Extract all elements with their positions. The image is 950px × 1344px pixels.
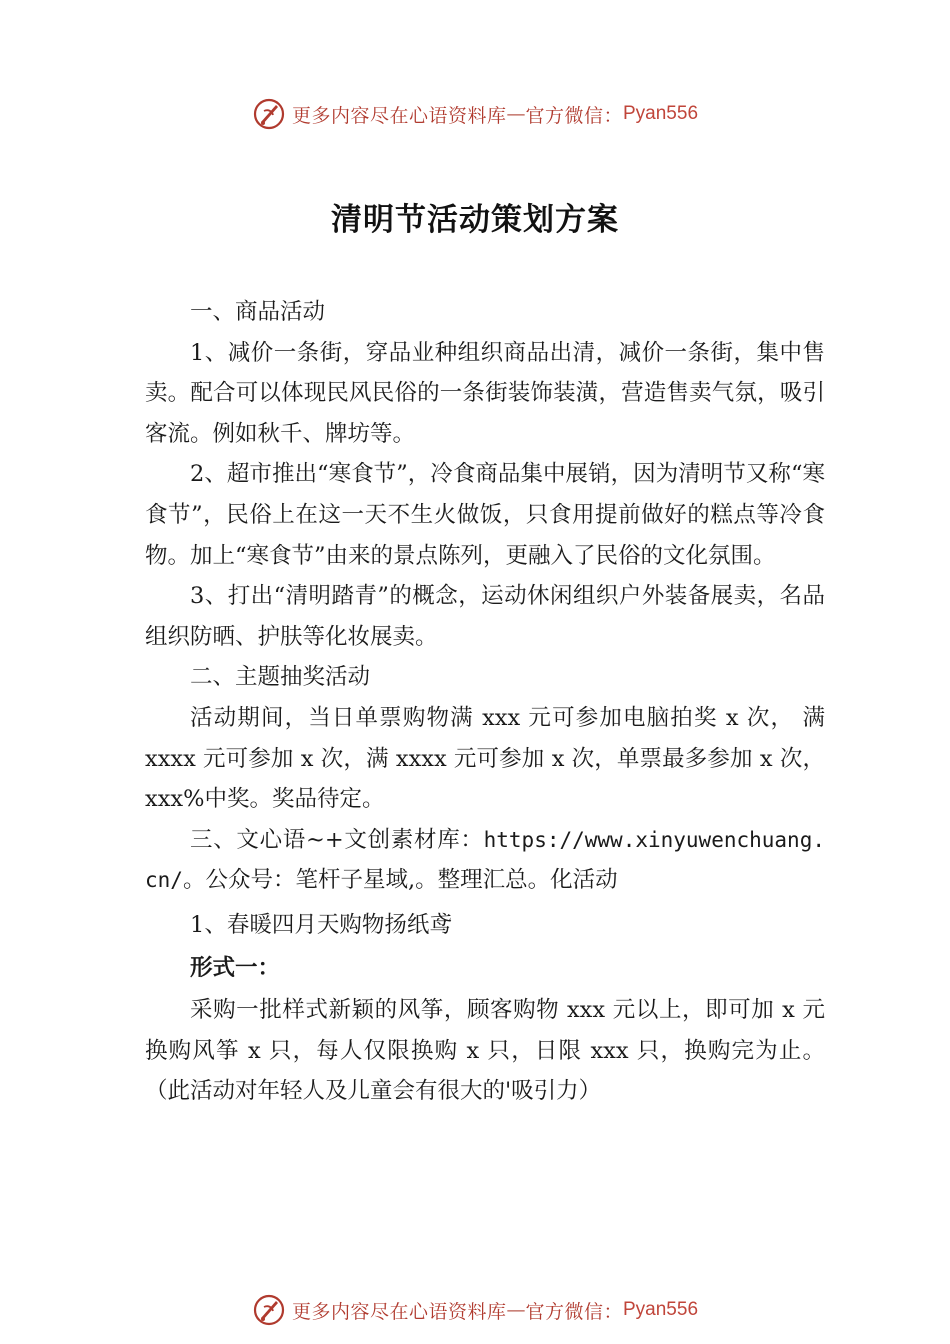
quill-logo-icon — [252, 1293, 286, 1327]
paragraph-lottery: 活动期间，当日单票购物满 xxx 元可参加电脑拍奖 x 次， 满 xxxx 元可参加 x 次，满 xxxx 元可参加 x 次，单票最多参加 x 次，xxx%中奖。奖品待定。 — [145, 704, 825, 813]
document-title: 清明节活动策划方案 — [331, 202, 619, 238]
footer-banner — [0, 1290, 950, 1330]
quill-logo-icon — [252, 97, 286, 131]
section-3-prefix: 三、文心语~+文创素材库： — [190, 826, 484, 853]
banner-contact-handle: Pyan556 — [623, 1299, 699, 1320]
section-heading-2: 二、主题抽奖活动 — [190, 664, 371, 691]
form-label: 形式一： — [190, 954, 281, 981]
section-3-url: https://www.xinyuwenchuang.cn/ — [145, 827, 825, 893]
section-3-suffix: 。公众号：笔杆子星域,。整理汇总。化活动 — [182, 867, 618, 894]
sub-item-1: 1、春暖四月天购物扬纸鸢 — [190, 911, 452, 938]
banner-contact-label: 官方微信： — [525, 104, 623, 127]
paragraph-kite: 采购一批样式新颖的风筝，顾客购物 xxx 元以上，即可加 x 元换购风筝 x 只，每人仅限换购 x 只，日限 xxx 只，换购完为止。（此活动对年轻人及儿童会有很大的'吸引力） — [145, 997, 825, 1105]
banner-separator: — — [506, 103, 526, 125]
banner-contact-label: 官方微信： — [525, 1300, 623, 1323]
header-banner — [0, 94, 950, 134]
banner-contact-handle: Pyan556 — [623, 103, 699, 124]
banner-separator: — — [506, 1299, 526, 1321]
banner-site-text: 更多内容尽在心语资料库 — [291, 104, 507, 127]
paragraph-item-2: 2、超市推出“寒食节”，冷食商品集中展销，因为清明节又称“寒食节”，民俗上在这一天不生火做饭，只食用提前做好的糕点等冷食物。加上“寒食节”由来的景点陈列，更融入了民俗的文化氛围。 — [145, 461, 825, 569]
banner-site-text: 更多内容尽在心语资料库 — [291, 1300, 507, 1323]
section-heading-1: 一、商品活动 — [190, 299, 326, 325]
paragraph-section-3 — [145, 820, 825, 901]
paragraph-item-1: 1、减价一条街，穿品业种组织商品出清，减价一条街，集中售卖。配合可以体现民风民俗的一条街装饰装潢，营造售卖气氛，吸引客流。例如秋千、牌坊等。 — [145, 339, 825, 447]
document-body — [145, 292, 825, 1112]
paragraph-item-3: 3、打出“清明踏青”的概念，运动休闲组织户外装备展卖，名品组织防晒、护肤等化妆展卖。 — [145, 583, 825, 650]
